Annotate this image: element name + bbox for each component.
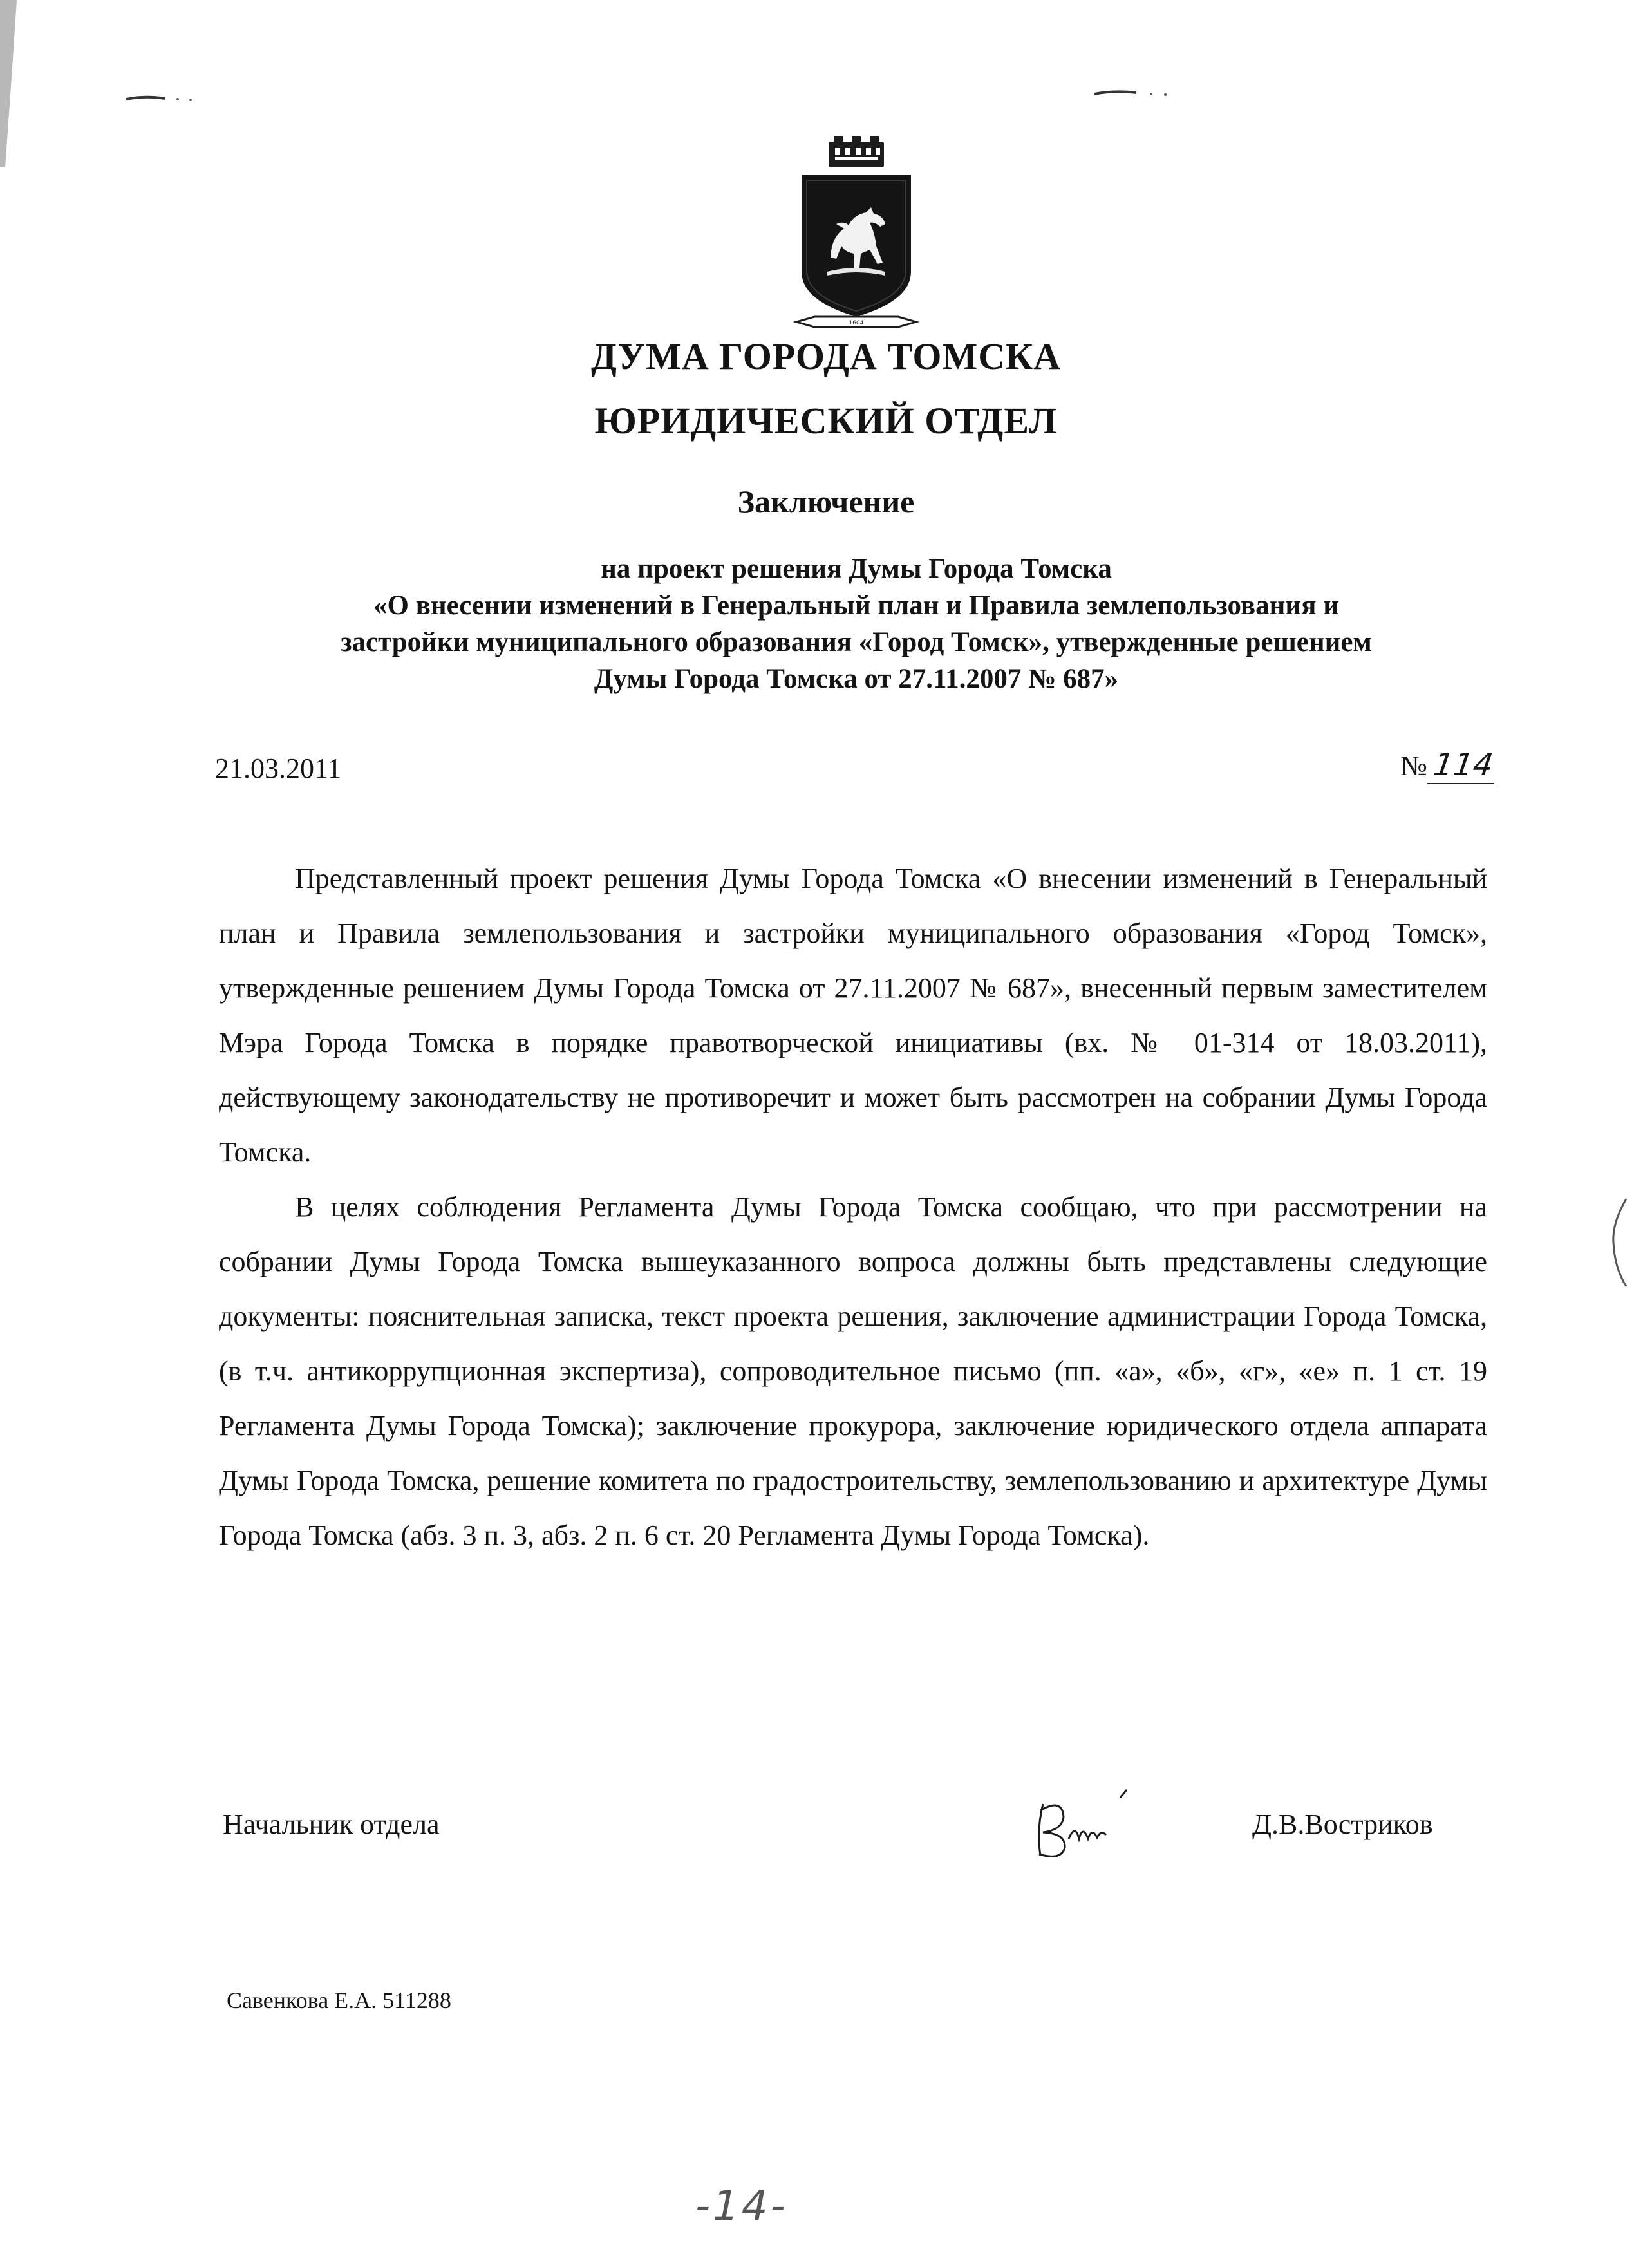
scan-mark-right xyxy=(1094,90,1172,97)
margin-mark xyxy=(1610,1198,1629,1288)
signer-position: Начальник отдела xyxy=(223,1809,440,1840)
handwritten-signature xyxy=(1024,1785,1152,1862)
body-paragraph-2: В целях соблюдения Регламента Думы Города Томска сообщаю, что при рассмотрении на собрании Думы Города Томска вышеуказанного вопроса должны быть представлены следующие документы: пояснительная записка, текст проекта решения, заключение администрации Города Томска, (в т.ч. антикоррупционная экспертиза), сопроводительное письмо (пп. «а», «б», «г», «е» п. 1 ст. 19 Регламента Думы Города Томска); заключение прокурора, заключение юридического отдела аппарата Думы Города Томска, решение комитета по градостроительству, землепользованию и архитектуре Думы Города Томска (абз. 3 п. 3, абз. 2 п. 6 ст. 20 Регламента Думы Города Томска). xyxy=(219,1191,1487,1551)
emblem-motto: 1604 xyxy=(849,320,864,326)
subject-line: «О внесении изменений в Генеральный план и Правила землепользования и xyxy=(373,590,1339,621)
tomsk-coat-of-arms-icon xyxy=(789,136,924,343)
document-subject xyxy=(270,550,1442,697)
executor-contact: Савенкова Е.А. 511288 xyxy=(227,1988,451,2013)
scan-edge-artifact xyxy=(0,0,17,167)
subject-line: застройки муниципального образования «Город Томск», утвержденные решением xyxy=(341,627,1372,657)
number-label: № xyxy=(1400,750,1427,782)
subject-line: на проект решения Думы Города Томска xyxy=(601,554,1112,584)
number-value: 114 xyxy=(1427,747,1499,784)
organization-name: ДУМА ГОРОДА ТОМСКА xyxy=(590,335,1062,377)
subject-line: Думы Города Томска от 27.11.2007 № 687» xyxy=(594,664,1119,694)
page-number: -14- xyxy=(695,2183,788,2230)
body-paragraph-1: Представленный проект решения Думы Города Томска «О внесении изменений в Генеральный план и Правила землепользования и застройки муниципального образования «Город Томск», утвержденные решением Думы Города Томска от 27.11.2007 № 687», внесенный первым заместителем Мэра Города Томска в порядке правотворческой инициативы (вх. № 01-314 от 18.03.2011), действующему законодательству не противоречит и может быть рассмотрен на собрании Думы Города Томска. xyxy=(219,863,1487,1168)
signer-name: Д.В.Востриков xyxy=(1252,1809,1433,1840)
scan-mark-left xyxy=(126,95,197,102)
department-name: ЮРИДИЧЕСКИЙ ОТДЕЛ xyxy=(594,400,1058,442)
document-date: 21.03.2011 xyxy=(215,753,342,784)
document-title: Заключение xyxy=(737,484,915,520)
document-number xyxy=(1400,747,1497,784)
